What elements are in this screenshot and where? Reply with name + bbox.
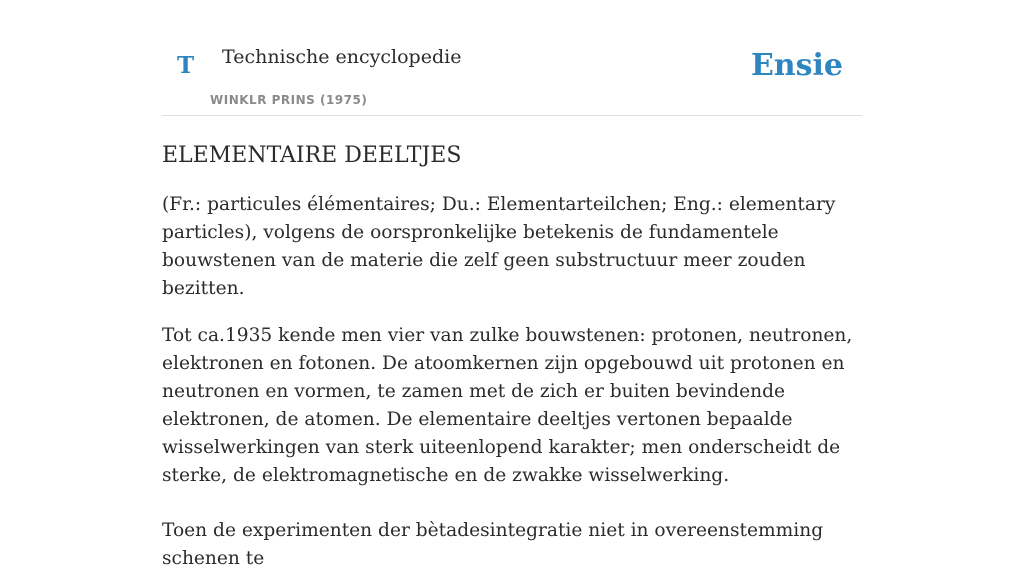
site-header [162,0,862,116]
site-title[interactable]: Technische encyclopedie [222,46,462,68]
source-subtitle: WINKLR PRINS (1975) [210,93,368,107]
article-paragraph: Tot ca.1935 kende men vier van zulke bouwstenen: protonen, neutronen, elektronen en fotonen. De atoomkernen zijn opgebouwd uit protonen en neutronen en vormen, te zamen met de zich er buiten bevindende elektronen, de atomen. De elementaire deeltjes vertonen bepaalde wisselwerkingen van sterk uiteenlopend karakter; men onderscheidt de sterke, de elektromagnetische en de zwakke wisselwerking. [162,325,853,487]
article-title: ELEMENTAIRE DEELTJES [162,143,462,168]
brand-logo-link[interactable]: Ensie [750,48,843,83]
article-paragraph: (Fr.: particules élémentaires; Du.: Elementarteilchen; Eng.: elementary particles), volgens de oorspronkelijke betekenis de fundamentele bouwstenen van de materie die zelf geen substructuur meer zouden bezitten. [162,194,836,300]
article-paragraph: Toen de experimenten der bètadesintegratie niet in overeenstemming schenen te [162,520,824,570]
site-logo-icon[interactable]: T [177,52,195,79]
page-container [162,0,862,573]
